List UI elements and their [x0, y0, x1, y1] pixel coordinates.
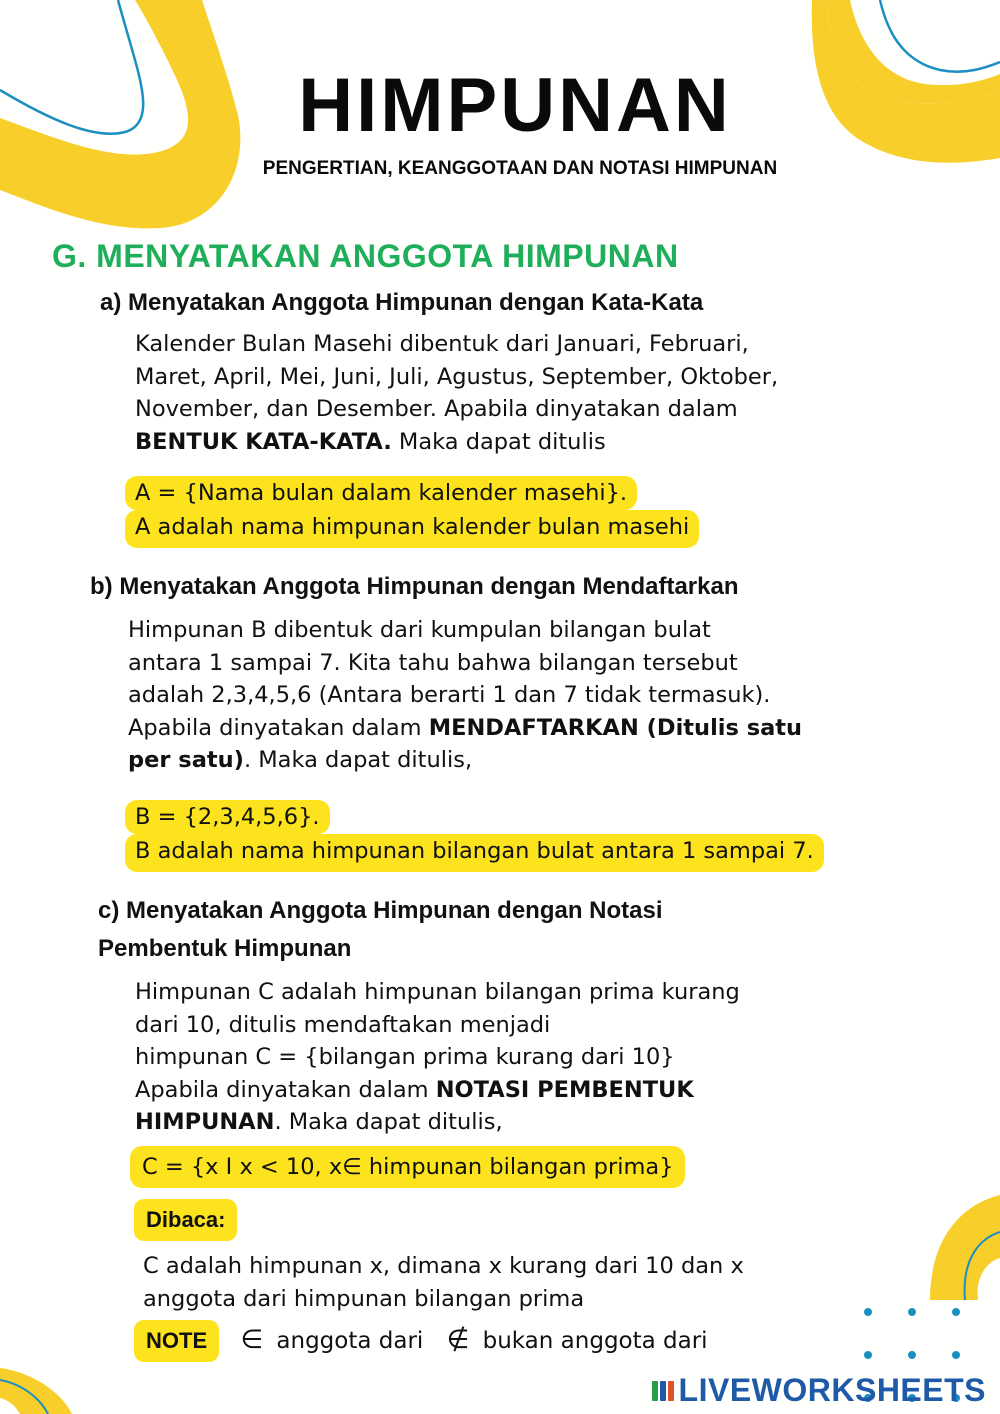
note-row — [134, 1320, 708, 1362]
read-label-wrap — [134, 1199, 237, 1241]
paragraph-line: dari 10, ditulis mendaftakan menjadi — [135, 1011, 551, 1038]
highlight-line: A = {Nama bulan dalam kalender masehi}. — [125, 476, 637, 510]
paragraph-line — [128, 712, 802, 745]
paragraph-line: himpunan C = {bilangan prima kurang dari 10} — [135, 1044, 675, 1070]
paragraph-line — [135, 1074, 740, 1107]
paragraph-tail: . Maka dapat ditulis, — [243, 747, 473, 773]
read-label: Dibaca: — [134, 1199, 237, 1241]
paragraph-line: anggota dari himpunan bilangan prima — [143, 1285, 585, 1312]
paragraph-line: adalah 2,3,4,5,6 (Antara berarti 1 dan 7 tidak termasuk). — [128, 682, 771, 708]
part-c-heading — [98, 892, 663, 968]
part-c-formula — [130, 1146, 685, 1188]
paragraph-text: Apabila dinyatakan dalam — [128, 714, 429, 741]
part-a-highlight — [125, 476, 699, 548]
paragraph-line: antara 1 sampai 7. Kita tahu bahwa bilangan tersebut — [128, 649, 738, 676]
part-a-heading: a) Menyatakan Anggota Himpunan dengan Kata-Kata — [100, 289, 704, 316]
element-of-text: anggota dari — [276, 1328, 424, 1354]
element-of-icon: ∈ — [240, 1325, 264, 1355]
heading-line: Pembentuk Himpunan — [98, 935, 352, 962]
part-a-paragraph — [135, 328, 778, 458]
highlight-line: B adalah nama himpunan bilangan bulat antara 1 sampai 7. — [125, 834, 824, 872]
paragraph-line: Kalender Bulan Masehi dibentuk dari Januari, Februari, — [135, 331, 749, 357]
paragraph-line — [128, 744, 802, 777]
logo-text: LIVEWORKSHEETS — [678, 1372, 986, 1408]
part-b-highlight — [125, 800, 824, 872]
paragraph-text: Apabila dinyatakan dalam — [135, 1076, 436, 1103]
bold-phrase: per satu) — [128, 747, 244, 773]
part-c-paragraph — [135, 976, 740, 1139]
paragraph-tail: Maka dapat ditulis — [391, 428, 606, 455]
page-subtitle: PENGERTIAN, KEANGGOTAAN DAN NOTASI HIMPUNAN — [262, 158, 778, 179]
liveworksheets-logo[interactable] — [651, 1372, 986, 1409]
part-b-heading: b) Menyatakan Anggota Himpunan dengan Mendaftarkan — [90, 573, 739, 600]
section-heading: G. MENYATAKAN ANGGOTA HIMPUNAN — [52, 238, 679, 274]
paragraph-line: Himpunan C adalah himpunan bilangan prima kurang — [135, 979, 740, 1005]
bold-phrase: MENDAFTARKAN (Ditulis satu — [428, 714, 803, 741]
bold-phrase: NOTASI PEMBENTUK — [435, 1076, 694, 1103]
not-element-of-icon: ∉ — [446, 1325, 470, 1355]
bold-phrase: BENTUK KATA-KATA. — [135, 428, 392, 455]
not-element-of-text: bukan anggota dari — [482, 1328, 708, 1354]
highlight-line: A adalah nama himpunan kalender bulan masehi — [125, 510, 699, 548]
heading-line: c) Menyatakan Anggota Himpunan dengan Notasi — [98, 897, 663, 924]
note-label: NOTE — [134, 1320, 219, 1362]
paragraph-tail: . Maka dapat ditulis, — [274, 1109, 503, 1135]
read-paragraph — [143, 1250, 744, 1315]
paragraph-line — [135, 426, 778, 459]
paragraph-line: November, dan Desember. Apabila dinyatakan dalam — [135, 396, 738, 422]
set-builder-formula: C = {x I x < 10, x∈ himpunan bilangan prima} — [130, 1146, 685, 1188]
bottom-left-arc — [0, 1368, 72, 1414]
part-b-paragraph — [128, 614, 802, 777]
highlight-line: B = {2,3,4,5,6}. — [125, 800, 330, 834]
top-right-line — [880, 0, 1000, 72]
paragraph-line: Himpunan B dibentuk dari kumpulan bilangan bulat — [128, 617, 711, 643]
paragraph-line: C adalah himpunan x, dimana x kurang dari 10 dan x — [143, 1253, 744, 1279]
page-title: HIMPUNAN — [298, 63, 732, 148]
bold-phrase: HIMPUNAN — [135, 1109, 275, 1135]
paragraph-line: Maret, April, Mei, Juni, Juli, Agustus, September, Oktober, — [135, 363, 779, 390]
paragraph-line — [135, 1106, 740, 1139]
liveworksheets-icon — [651, 1379, 675, 1403]
